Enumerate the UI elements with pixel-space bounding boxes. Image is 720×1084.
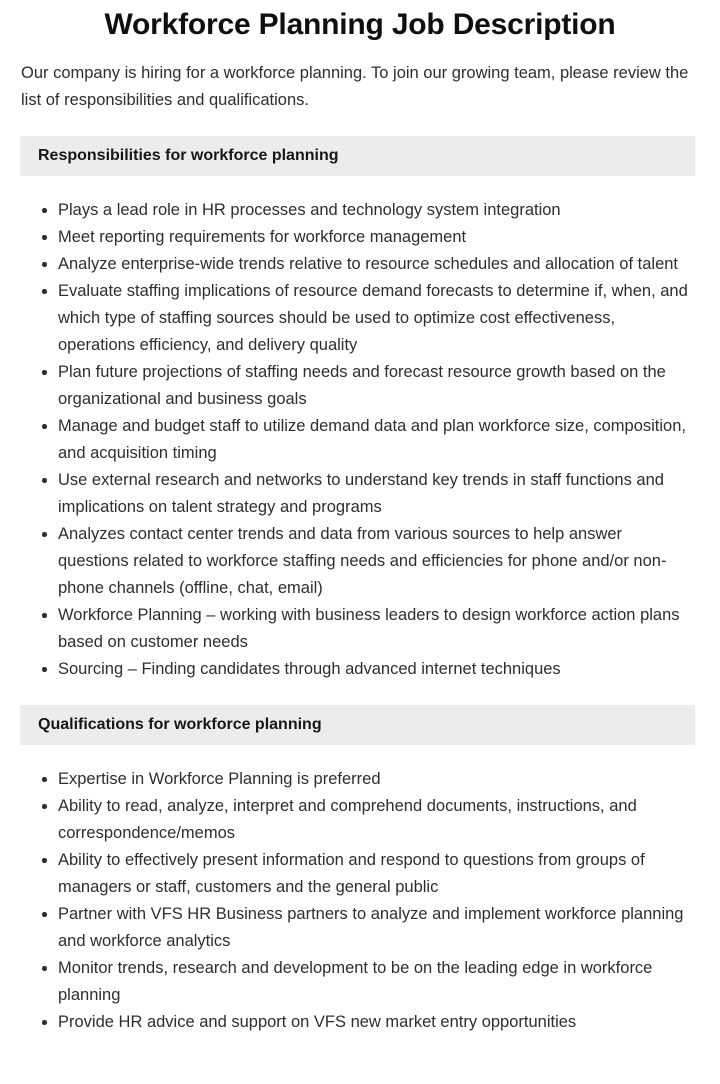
responsibilities-heading: Responsibilities for workforce planning	[20, 136, 695, 176]
list-item: Expertise in Workforce Planning is preferred	[0, 766, 720, 793]
list-item: Workforce Planning – working with business leaders to design workforce action plans based on customer needs	[0, 602, 720, 656]
qualifications-heading: Qualifications for workforce planning	[20, 705, 695, 745]
qualifications-list	[0, 745, 720, 1036]
list-item: Use external research and networks to understand key trends in staff functions and implications on talent strategy and programs	[0, 467, 720, 521]
list-item: Ability to effectively present information and respond to questions from groups of managers or staff, customers and the general public	[0, 847, 720, 901]
responsibilities-list	[0, 176, 720, 683]
list-item: Sourcing – Finding candidates through advanced internet techniques	[0, 656, 720, 683]
qualifications-section	[0, 705, 720, 1036]
list-item: Plays a lead role in HR processes and technology system integration	[0, 197, 720, 224]
list-item: Analyzes contact center trends and data from various sources to help answer questions related to workforce staffing needs and efficiencies for phone and/or non-phone channels (offline, chat, email)	[0, 521, 720, 602]
list-item: Partner with VFS HR Business partners to analyze and implement workforce planning and workforce analytics	[0, 901, 720, 955]
responsibilities-section	[0, 136, 720, 683]
list-item: Manage and budget staff to utilize demand data and plan workforce size, composition, and acquisition timing	[0, 413, 720, 467]
list-item: Meet reporting requirements for workforce management	[0, 224, 720, 251]
list-item: Plan future projections of staffing needs and forecast resource growth based on the organizational and business goals	[0, 359, 720, 413]
page-title: Workforce Planning Job Description	[104, 8, 616, 41]
list-item: Ability to read, analyze, interpret and comprehend documents, instructions, and correspondence/memos	[0, 793, 720, 847]
list-item: Provide HR advice and support on VFS new market entry opportunities	[0, 1009, 720, 1036]
intro-paragraph: Our company is hiring for a workforce planning. To join our growing team, please review the list of responsibilities and qualifications.	[21, 63, 689, 109]
list-item: Analyze enterprise-wide trends relative to resource schedules and allocation of talent	[0, 251, 720, 278]
list-item: Monitor trends, research and development to be on the leading edge in workforce planning	[0, 955, 720, 1009]
list-item: Evaluate staffing implications of resource demand forecasts to determine if, when, and which type of staffing sources should be used to optimize cost effectiveness, operations efficiency, and delivery quality	[0, 278, 720, 359]
